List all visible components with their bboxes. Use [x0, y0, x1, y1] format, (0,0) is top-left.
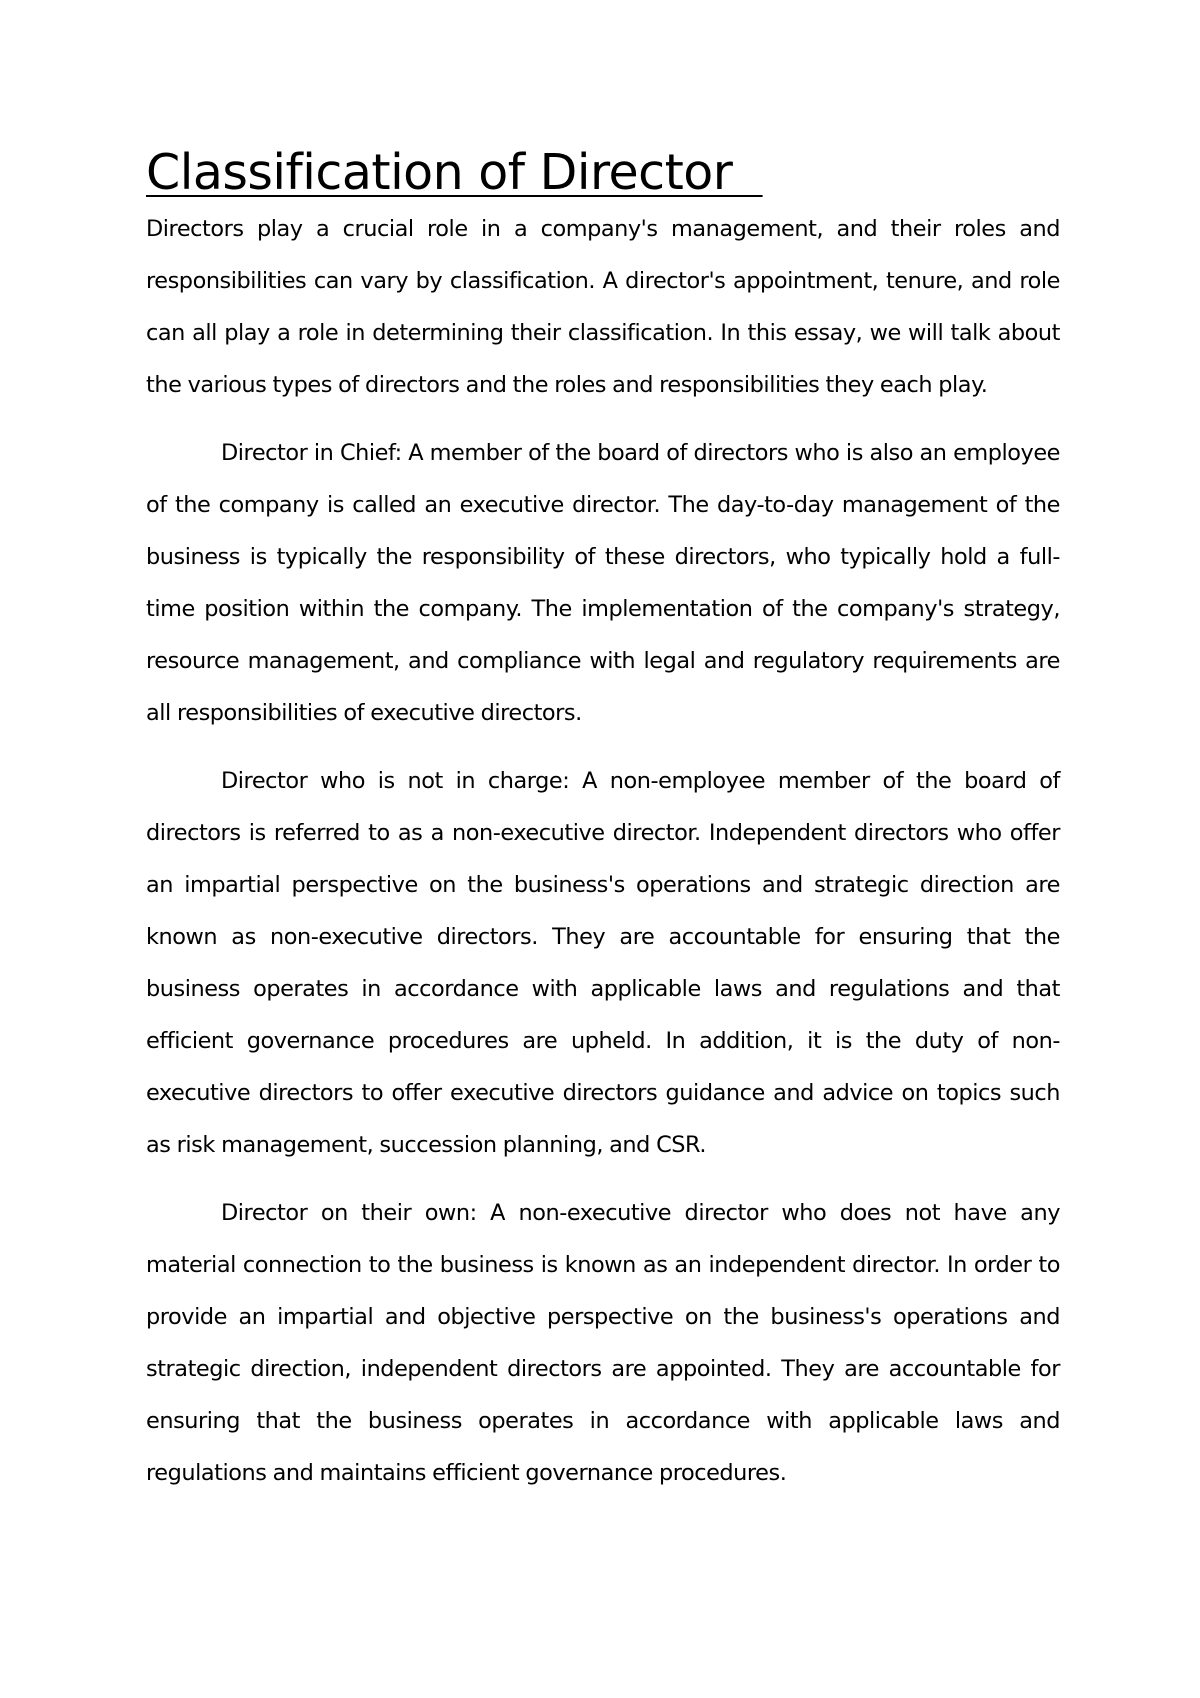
paragraph-non-executive-director: Director who is not in charge: A non-employee member of the board of directors is referred to as a non-executive director. Independent directors who offer an impartial perspective on the business's operations and strategic direction are known as non-executive directors. They are accountable for ensuring that the business operates in accordance with applicable laws and regulations and that efficient governance procedures are upheld. In addition, it is the duty of non-executive directors to offer executive directors guidance and advice on topics such as risk management, succession planning, and CSR.: [146, 768, 1060, 1158]
document-title: Classification of Director: [146, 144, 763, 201]
document-body: [146, 143, 1060, 1499]
paragraph-executive-director: Director in Chief: A member of the board of directors who is also an employee of the company is called an executive director. The day-to-day management of the business is typically the responsibility of these directors, who typically hold a full-time position within the company. The implementation of the company's strategy, resource management, and compliance with legal and regulatory requirements are all responsibilities of executive directors.: [146, 440, 1060, 726]
paragraph-independent-director: Director on their own: A non-executive director who does not have any material connection to the business is known as an independent director. In order to provide an impartial and objective perspective on the business's operations and strategic direction, independent directors are appointed. They are accountable for ensuring that the business operates in accordance with applicable laws and regulations and maintains efficient governance procedures.: [146, 1200, 1060, 1486]
paragraph-intro: Directors play a crucial role in a company's management, and their roles and responsibilities can vary by classification. A director's appointment, tenure, and role can all play a role in determining their classification. In this essay, we will talk about the various types of directors and the roles and responsibilities they each play.: [146, 216, 1060, 398]
